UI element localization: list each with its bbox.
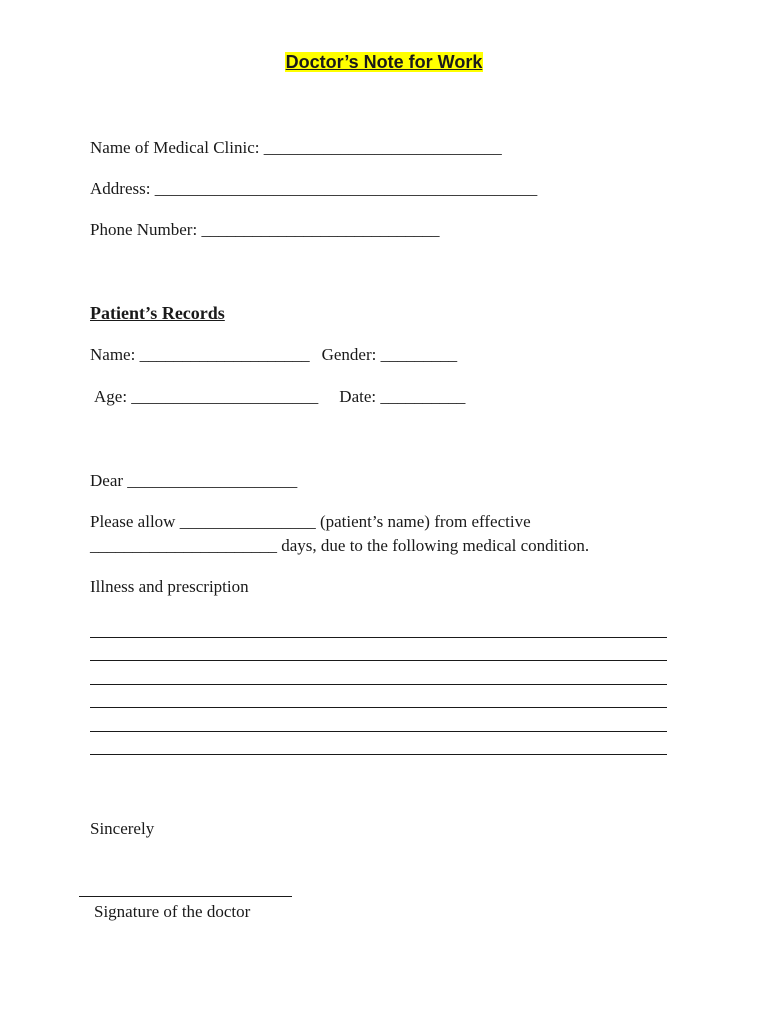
days-blank[interactable]: ______________________ [90, 536, 277, 555]
patient-name-label: Name: [90, 345, 140, 364]
phone-label: Phone Number: [90, 220, 202, 239]
age-label: Age: [94, 387, 132, 406]
document-title [0, 52, 768, 73]
address-row [90, 179, 537, 199]
closing-text: Sincerely [90, 819, 155, 838]
gender-label: Gender: [321, 345, 381, 364]
date-label: Date: [339, 387, 381, 406]
prescription-line[interactable] [90, 731, 667, 732]
patient-records-heading-row [90, 303, 225, 324]
patient-age-date-row [94, 387, 465, 407]
days-row [90, 536, 589, 556]
illness-label: Illness and prescription [90, 577, 249, 596]
dear-blank[interactable]: ____________________ [127, 471, 298, 490]
address-label: Address: [90, 179, 155, 198]
gender-blank[interactable]: _________ [380, 345, 458, 364]
patient-name-blank[interactable]: ____________________ [139, 345, 310, 364]
dear-label: Dear [90, 471, 128, 490]
days-suffix: days, due to the following medical condition. [277, 536, 590, 555]
dear-row [90, 471, 297, 491]
clinic-name-row [90, 138, 502, 158]
title-text: Doctor’s Note for Work [285, 52, 483, 72]
signature-label-row [94, 902, 250, 922]
closing-row [90, 819, 154, 839]
allow-row [90, 512, 531, 532]
phone-blank[interactable]: ____________________________ [201, 220, 440, 239]
clinic-name-label: Name of Medical Clinic: [90, 138, 264, 157]
address-blank[interactable]: _____________________________________________ [154, 179, 538, 198]
allow-prefix: Please allow [90, 512, 180, 531]
prescription-line[interactable] [90, 660, 667, 661]
clinic-name-blank[interactable]: ____________________________ [263, 138, 502, 157]
allow-patient-blank[interactable]: ________________ [179, 512, 316, 531]
signature-line[interactable] [79, 896, 292, 897]
phone-row [90, 220, 439, 240]
prescription-line[interactable] [90, 754, 667, 755]
patient-name-gender-row [90, 345, 457, 365]
prescription-line[interactable] [90, 637, 667, 638]
allow-suffix: (patient’s name) from effective [315, 512, 531, 531]
illness-row [90, 577, 249, 597]
date-blank[interactable]: __________ [380, 387, 466, 406]
signature-label: Signature of the doctor [94, 902, 251, 921]
prescription-line[interactable] [90, 684, 667, 685]
prescription-line[interactable] [90, 707, 667, 708]
age-blank[interactable]: ______________________ [131, 387, 319, 406]
patient-records-heading: Patient’s Records [90, 303, 225, 323]
